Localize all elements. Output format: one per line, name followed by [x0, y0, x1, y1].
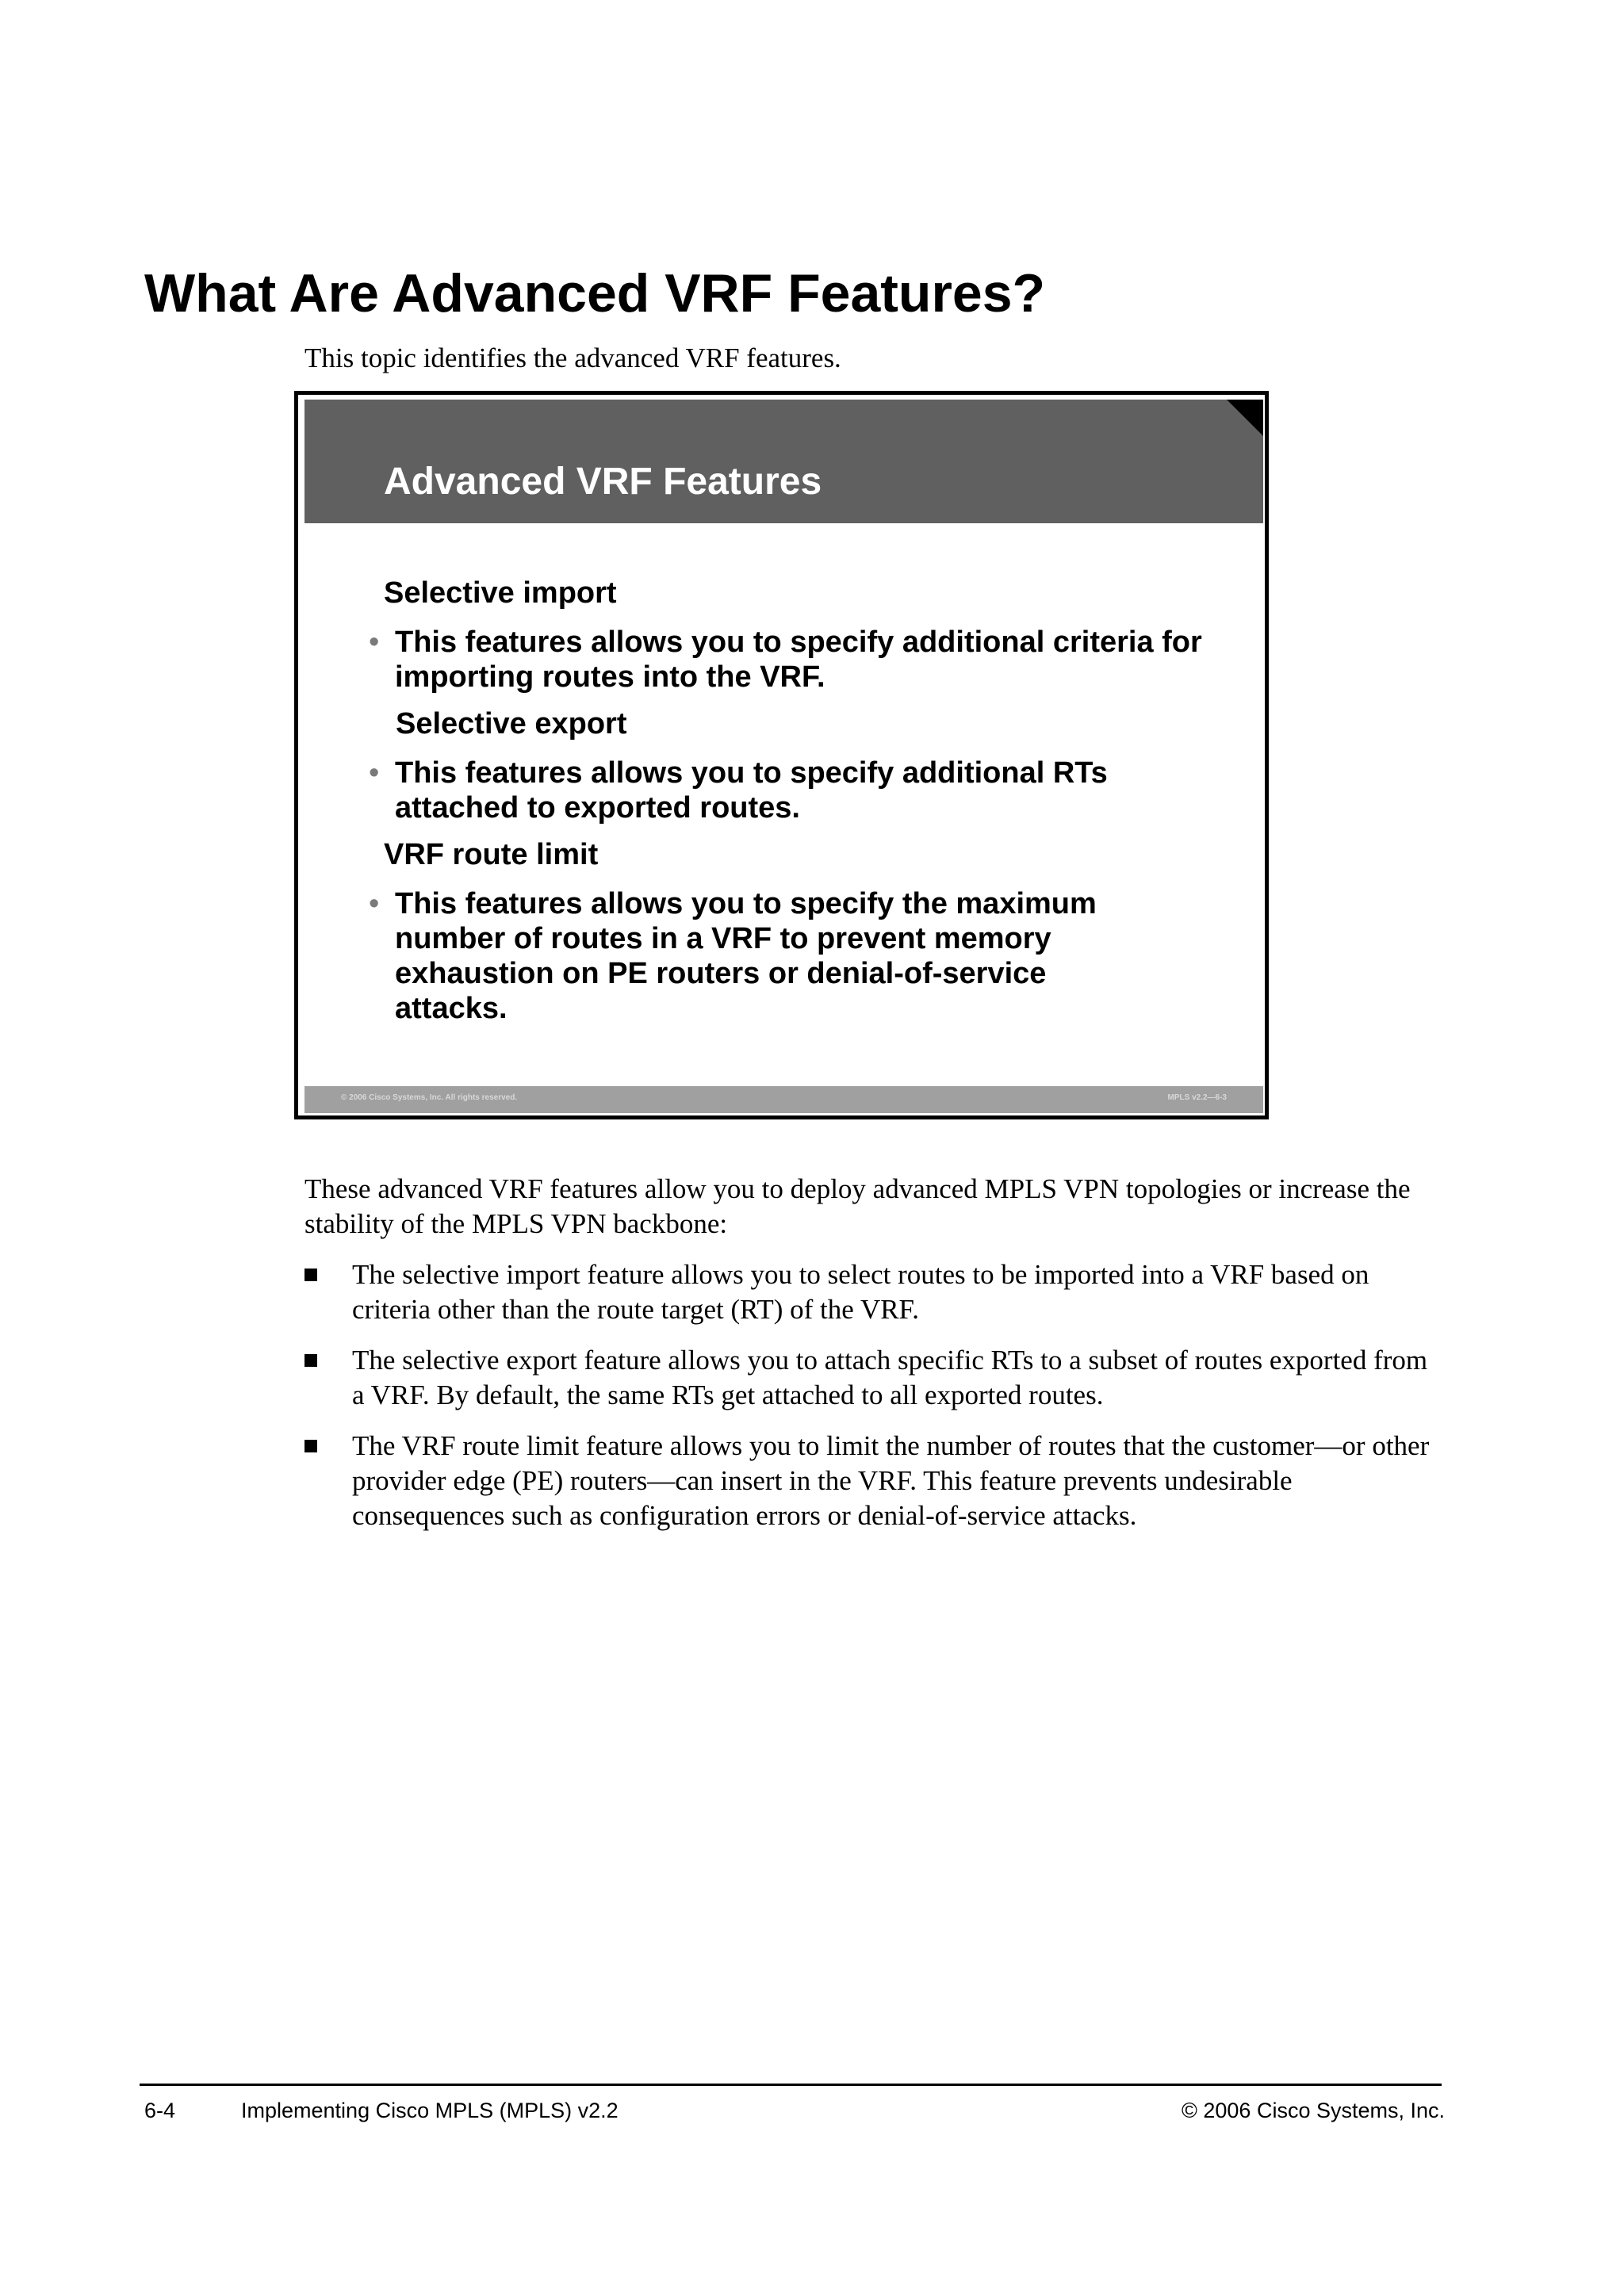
square-bullet-icon [304, 1440, 317, 1452]
slide-bullet [369, 625, 1204, 695]
list-item-text: The selective export feature allows you to attach specific RTs to a subset of routes exported from a VRF. By default, the same RTs get attached to all exported routes. [352, 1345, 1428, 1410]
slide-title: Advanced VRF Features [384, 461, 822, 503]
body-paragraph: These advanced VRF features allow you to deploy advanced MPLS VPN topologies or increase the stability of the MPLS VPN backbone: [304, 1173, 1411, 1239]
square-bullet-icon [304, 1269, 317, 1281]
slide-bullet-text: This features allows you to specify the maximum number of routes in a VRF to prevent memory exhaustion on PE routers or denial-of-service attacks. [395, 887, 1097, 1025]
slide-footer-code: MPLS v2.2—6-3 [1167, 1093, 1227, 1102]
footer-copyright: © 2006 Cisco Systems, Inc. [1181, 2099, 1445, 2122]
slide-heading-vrf-route-limit: VRF route limit [384, 838, 599, 871]
slide-heading-selective-import: Selective import [384, 576, 617, 610]
slide-heading-selective-export: Selective export [396, 707, 627, 740]
footer-page-number: 6-4 [144, 2099, 176, 2122]
bullet-dot-icon: • [369, 887, 380, 920]
slide-footer-copyright: © 2006 Cisco Systems, Inc. All rights reserved. [341, 1093, 518, 1102]
slide-corner-triangle [1227, 400, 1263, 436]
slide-bullet [369, 756, 1204, 825]
slide-header-bar [304, 400, 1263, 523]
slide-footer-bar [304, 1086, 1263, 1113]
list-item [304, 1343, 1446, 1413]
square-bullet-icon [304, 1354, 317, 1367]
list-item [304, 1257, 1446, 1327]
list-item-text: The selective import feature allows you to select routes to be imported into a VRF based on criteria other than the route target (RT) of the VRF. [352, 1259, 1369, 1325]
bullet-dot-icon: • [369, 626, 380, 659]
slide-bullet-text: This features allows you to specify additional RTs attached to exported routes. [395, 756, 1108, 825]
slide-bullet [369, 886, 1156, 1026]
page-title: What Are Advanced VRF Features? [144, 263, 1046, 323]
slide-figure [294, 391, 1269, 1119]
list-item [304, 1429, 1446, 1533]
slide-bullet-text: This features allows you to specify additional criteria for importing routes into the VRF. [395, 626, 1202, 694]
intro-text: This topic identifies the advanced VRF features. [304, 342, 841, 373]
footer-rule [140, 2084, 1442, 2086]
footer-book-title: Implementing Cisco MPLS (MPLS) v2.2 [241, 2099, 619, 2122]
bullet-dot-icon: • [369, 756, 380, 790]
list-item-text: The VRF route limit feature allows you to limit the number of routes that the customer—or other provider edge (PE) routers—can insert in the VRF. This feature prevents undesirable consequences such as configuration errors or denial-of-service attacks. [352, 1430, 1430, 1531]
